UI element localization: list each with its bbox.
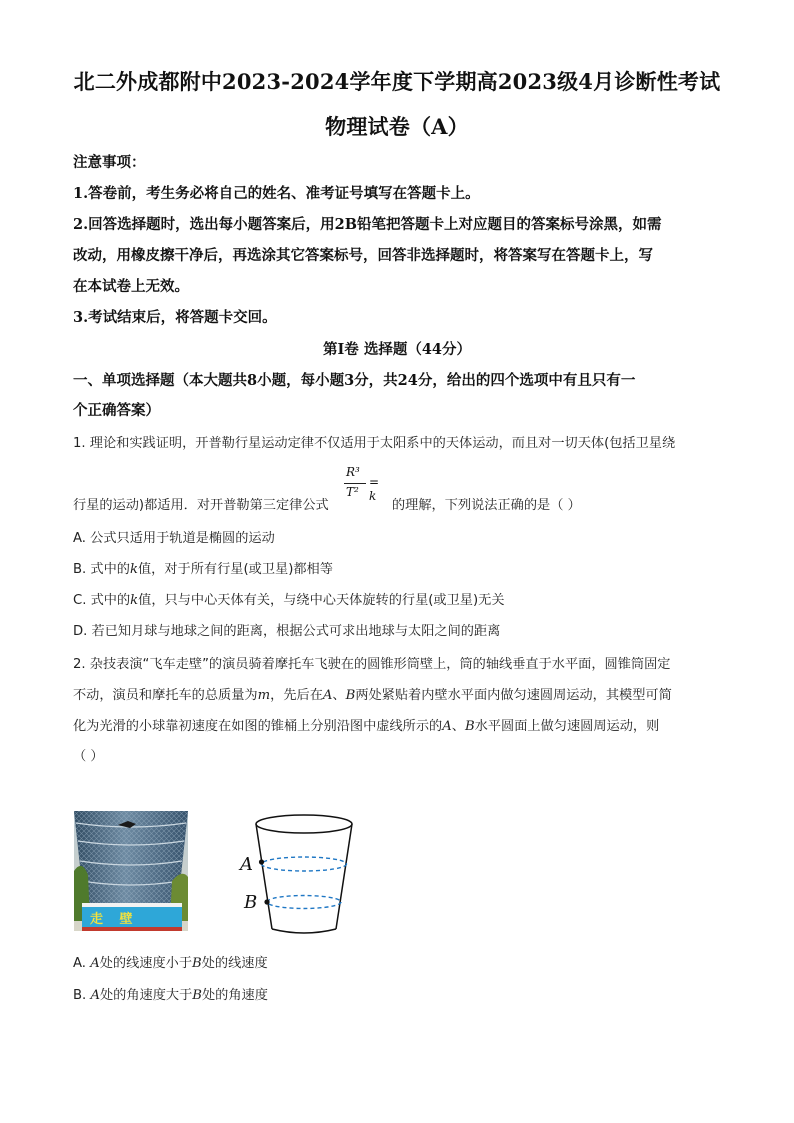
point-a <box>259 859 264 864</box>
q2-option-a: A. A处的线速度小于B处的线速度 <box>73 956 268 971</box>
q1-option-d: D. 若已知月球与地球之间的距离，根据公式可求出地球与太阳之间的距离 <box>73 624 501 639</box>
notes-heading: 注意事项： <box>73 154 146 171</box>
note-1: 1.答卷前，考生务必将自己的姓名、准考证号填写在答题卡上。 <box>73 185 480 202</box>
formula-denominator: T² <box>346 485 359 499</box>
rim-ellipse <box>256 815 352 833</box>
part1-heading-line2: 个正确答案） <box>73 402 160 419</box>
formula-numerator: R³ <box>346 465 360 479</box>
note-2-line2: 改动，用橡皮擦干净后，再选涂其它答案标号，回答非选择题时，将答案写在答题卡上，写 <box>73 247 653 264</box>
part1-heading-line1: 一、单项选择题（本大题共8小题，每小题3分，共24分，给出的四个选项中有且只有一 <box>73 372 636 389</box>
photo-sign-text: 走 壁 <box>90 912 139 927</box>
label-a: A <box>240 854 253 875</box>
q2-stem-line1: 2. 杂技表演“飞车走壁”的演员骑着摩托车飞驶在的圆锥形筒壁上，筒的轴线垂直于水平面，圆锥筒固定 <box>73 657 671 672</box>
q1-option-c: C. 式中的k值，只与中心天体有关，与绕中心天体旋转的行星(或卫星)无关 <box>73 593 505 608</box>
formula-rhs: = k <box>369 475 380 503</box>
note-3: 3.考试结束后，将答题卡交回。 <box>73 309 277 326</box>
circle-b-dashed <box>267 896 341 909</box>
q1-option-b: B. 式中的k值，对于所有行星(或卫星)都相等 <box>73 562 333 577</box>
q1-stem-line2a: 行星的运动)都适用．对开普勒第三定律公式 <box>73 498 329 513</box>
cone-diagram <box>238 808 368 938</box>
note-2-line1: 2.回答选择题时，选出每小题答案后，用2B铅笔把答题卡上对应题目的答案标号涂黑，如需 <box>73 216 662 233</box>
q1-stem-line2b: 的理解，下列说法正确的是（ ） <box>392 498 581 513</box>
cone-left-wall <box>256 824 272 929</box>
label-b: B <box>244 892 258 913</box>
q2-option-b: B. A处的角速度大于B处的角速度 <box>73 988 268 1003</box>
exam-title: 北二外成都附中2023-2024学年度下学期高2023级4月诊断性考试 <box>73 69 721 94</box>
q1-option-a: A. 公式只适用于轨道是椭圆的运动 <box>73 531 275 546</box>
q2-stem-line3: 化为光滑的小球靠初速度在如图的锥桶上分别沿图中虚线所示的A、B水平圆面上做匀速圆周运动，则 <box>73 719 660 734</box>
q2-stem-line2: 不动，演员和摩托车的总质量为m，先后在A、B两处紧贴着内壁水平面内做匀速圆周运动，其模型可简 <box>73 688 672 703</box>
q2-stem-line4: （ ） <box>73 749 104 764</box>
exam-subtitle: 物理试卷（A） <box>325 114 469 139</box>
cone-bottom <box>272 929 336 933</box>
note-2-line3: 在本试卷上无效。 <box>73 278 189 295</box>
section-title: 第Ⅰ卷 选择题（44分） <box>322 341 471 358</box>
circle-a-dashed <box>262 857 347 871</box>
fraction-bar <box>344 483 366 484</box>
flying-car-wall-photo <box>74 811 188 931</box>
cone-right-wall <box>336 824 352 929</box>
q1-stem-line1: 1. 理论和实践证明，开普勒行星运动定律不仅适用于太阳系中的天体运动，而且对一切天体(包括卫星绕 <box>73 436 676 451</box>
point-b <box>264 899 269 904</box>
